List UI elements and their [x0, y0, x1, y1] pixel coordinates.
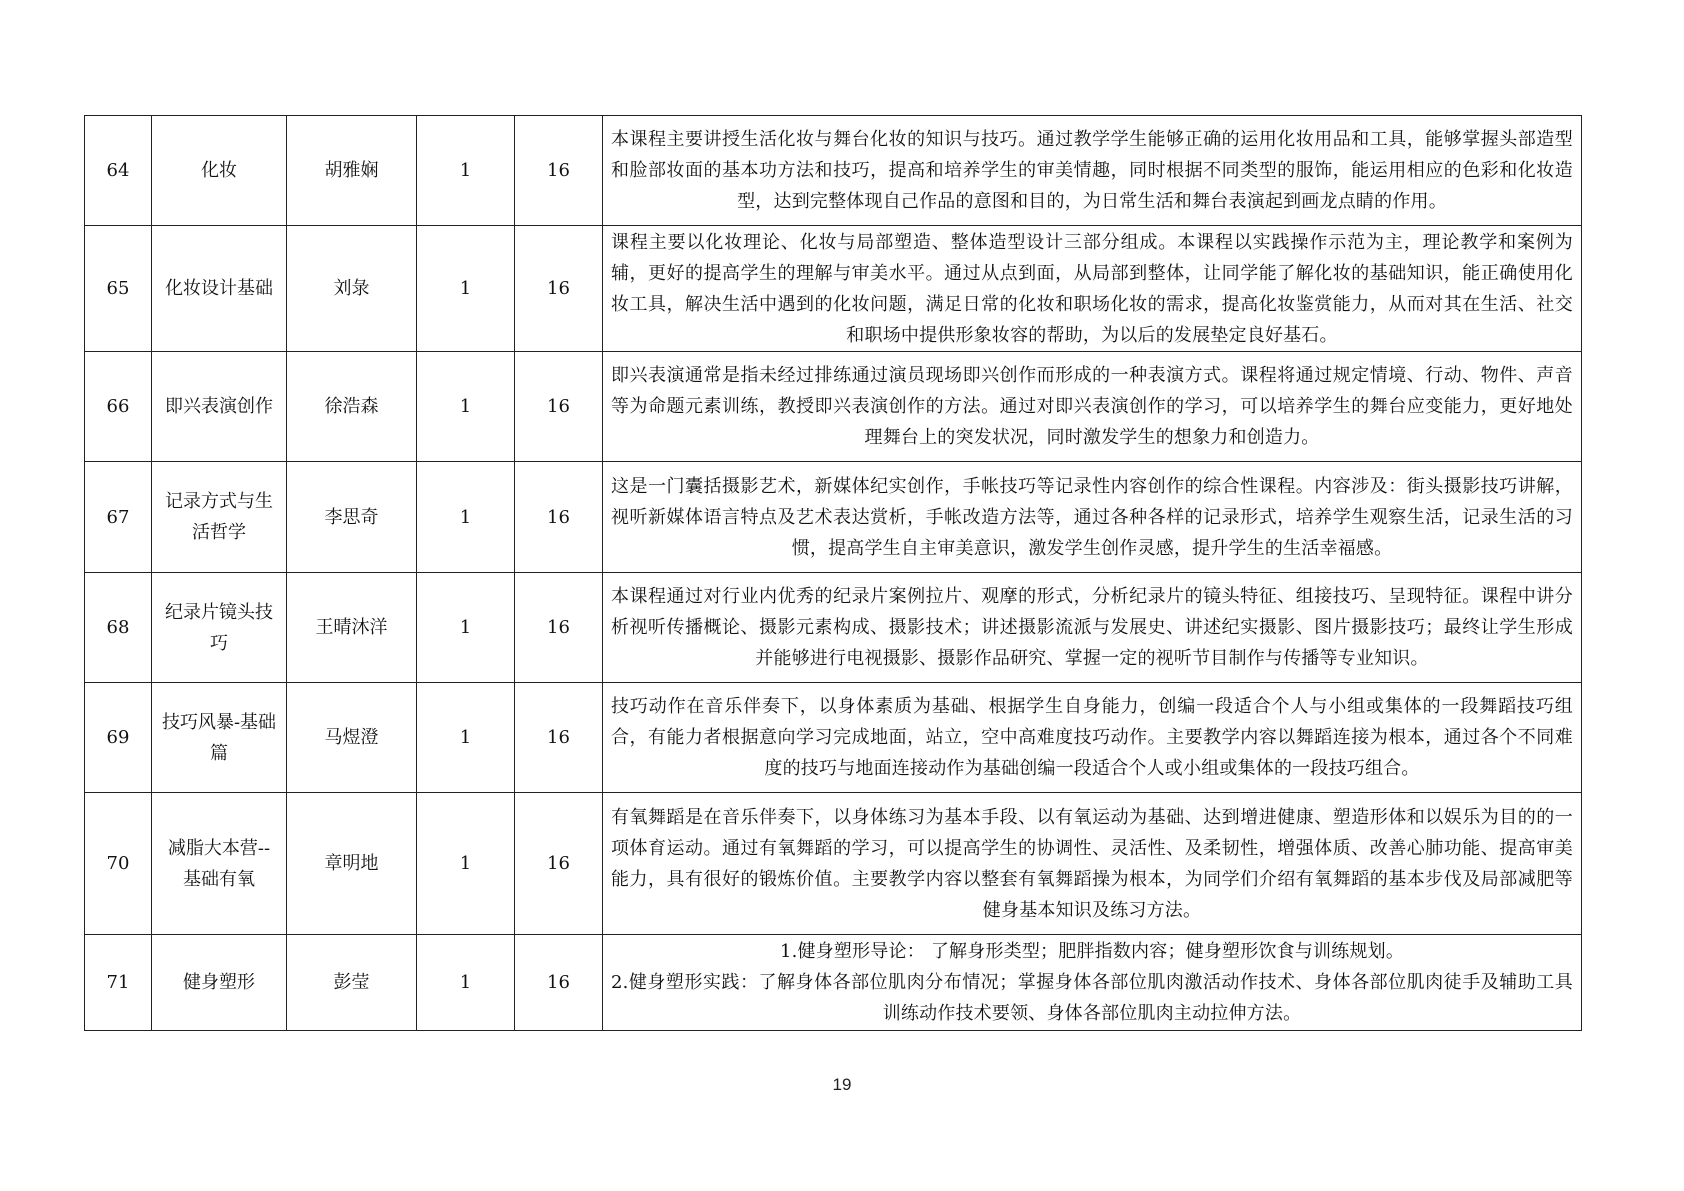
course-name: 减脂大本营--基础有氧 [152, 793, 287, 935]
course-description: 本课程主要讲授生活化妆与舞台化妆的知识与技巧。通过教学学生能够正确的运用化妆用品和工具，能够掌握头部造型和脸部妆面的基本功方法和技巧，提高和培养学生的审美情趣，同时根据不同类型的服饰，能运用相应的色彩和化妆造型，达到完整体现自己作品的意图和目的，为日常生活和舞台表演起到画龙点睛的作用。 [603, 116, 1582, 226]
table-row [85, 462, 1582, 573]
course-teacher: 彭莹 [287, 935, 417, 1031]
table-row [85, 116, 1582, 226]
course-name: 健身塑形 [152, 935, 287, 1031]
course-hours: 16 [515, 462, 603, 573]
course-number: 70 [85, 793, 152, 935]
course-description [603, 935, 1582, 1031]
course-number: 67 [85, 462, 152, 573]
table-row [85, 935, 1582, 1031]
course-table [84, 115, 1582, 1031]
course-number: 69 [85, 683, 152, 793]
course-name: 技巧风暴-基础篇 [152, 683, 287, 793]
course-name: 纪录片镜头技巧 [152, 573, 287, 683]
course-number: 71 [85, 935, 152, 1031]
course-name: 化妆设计基础 [152, 226, 287, 352]
course-hours: 16 [515, 683, 603, 793]
table-row [85, 226, 1582, 352]
course-teacher: 胡雅娴 [287, 116, 417, 226]
course-name: 记录方式与生活哲学 [152, 462, 287, 573]
page-number: 19 [832, 1075, 852, 1094]
course-credit: 1 [417, 116, 515, 226]
course-teacher: 王晴沐洋 [287, 573, 417, 683]
table-row [85, 683, 1582, 793]
course-name: 即兴表演创作 [152, 352, 287, 462]
table-row [85, 352, 1582, 462]
course-credit: 1 [417, 793, 515, 935]
course-number: 65 [85, 226, 152, 352]
course-hours: 16 [515, 226, 603, 352]
course-teacher: 徐浩森 [287, 352, 417, 462]
course-teacher: 章明地 [287, 793, 417, 935]
course-credit: 1 [417, 462, 515, 573]
table-row [85, 573, 1582, 683]
course-number: 66 [85, 352, 152, 462]
table-row [85, 793, 1582, 935]
course-hours: 16 [515, 935, 603, 1031]
course-hours: 16 [515, 116, 603, 226]
description-line: 1.健身塑形导论： 了解身形类型；肥胖指数内容；健身塑形饮食与训练规划。 [779, 941, 1405, 962]
course-name: 化妆 [152, 116, 287, 226]
course-teacher: 刘彔 [287, 226, 417, 352]
description-line: 2.健身塑形实践：了解身体各部位肌肉分布情况；掌握身体各部位肌肉激活动作技术、身体各部位肌肉徒手及辅助工具训练动作技术要领、身体各部位肌肉主动拉伸方法。 [611, 972, 1573, 1024]
course-description: 课程主要以化妆理论、化妆与局部塑造、整体造型设计三部分组成。本课程以实践操作示范为主，理论教学和案例为辅，更好的提高学生的理解与审美水平。通过从点到面，从局部到整体，让同学能了解化妆的基础知识，能正确使用化妆工具，解决生活中遇到的化妆问题，满足日常的化妆和职场化妆的需求，提高化妆鉴赏能力，从而对其在生活、社交和职场中提供形象妆容的帮助，为以后的发展垫定良好基石。 [603, 226, 1582, 352]
course-credit: 1 [417, 226, 515, 352]
course-credit: 1 [417, 683, 515, 793]
course-hours: 16 [515, 793, 603, 935]
course-number: 64 [85, 116, 152, 226]
course-description: 有氧舞蹈是在音乐伴奏下，以身体练习为基本手段、以有氧运动为基础、达到增进健康、塑造形体和以娱乐为目的的一项体育运动。通过有氧舞蹈的学习，可以提高学生的协调性、灵活性、及柔韧性，增强体质、改善心肺功能、提高审美能力，具有很好的锻炼价值。主要教学内容以整套有氧舞蹈操为根本，为同学们介绍有氧舞蹈的基本步伐及局部减肥等健身基本知识及练习方法。 [603, 793, 1582, 935]
course-description: 技巧动作在音乐伴奏下，以身体素质为基础、根据学生自身能力，创编一段适合个人与小组或集体的一段舞蹈技巧组合，有能力者根据意向学习完成地面，站立，空中高难度技巧动作。主要教学内容以舞蹈连接为根本，通过各个不同难度的技巧与地面连接动作为基础创编一段适合个人或小组或集体的一段技巧组合。 [603, 683, 1582, 793]
course-credit: 1 [417, 935, 515, 1031]
course-teacher: 李思奇 [287, 462, 417, 573]
course-credit: 1 [417, 573, 515, 683]
course-credit: 1 [417, 352, 515, 462]
course-description: 即兴表演通常是指未经过排练通过演员现场即兴创作而形成的一种表演方式。课程将通过规定情境、行动、物件、声音等为命题元素训练，教授即兴表演创作的方法。通过对即兴表演创作的学习，可以培养学生的舞台应变能力，更好地处理舞台上的突发状况，同时激发学生的想象力和创造力。 [603, 352, 1582, 462]
course-hours: 16 [515, 352, 603, 462]
course-teacher: 马煜澄 [287, 683, 417, 793]
course-hours: 16 [515, 573, 603, 683]
course-description: 这是一门囊括摄影艺术，新媒体纪实创作，手帐技巧等记录性内容创作的综合性课程。内容涉及：街头摄影技巧讲解，视听新媒体语言特点及艺术表达赏析，手帐改造方法等，通过各种各样的记录形式，培养学生观察生活，记录生活的习惯，提高学生自主审美意识，激发学生创作灵感，提升学生的生活幸福感。 [603, 462, 1582, 573]
course-number: 68 [85, 573, 152, 683]
course-description: 本课程通过对行业内优秀的纪录片案例拉片、观摩的形式，分析纪录片的镜头特征、组接技巧、呈现特征。课程中讲分析视听传播概论、摄影元素构成、摄影技术；讲述摄影流派与发展史、讲述纪实摄影、图片摄影技巧；最终让学生形成并能够进行电视摄影、摄影作品研究、掌握一定的视听节目制作与传播等专业知识。 [603, 573, 1582, 683]
